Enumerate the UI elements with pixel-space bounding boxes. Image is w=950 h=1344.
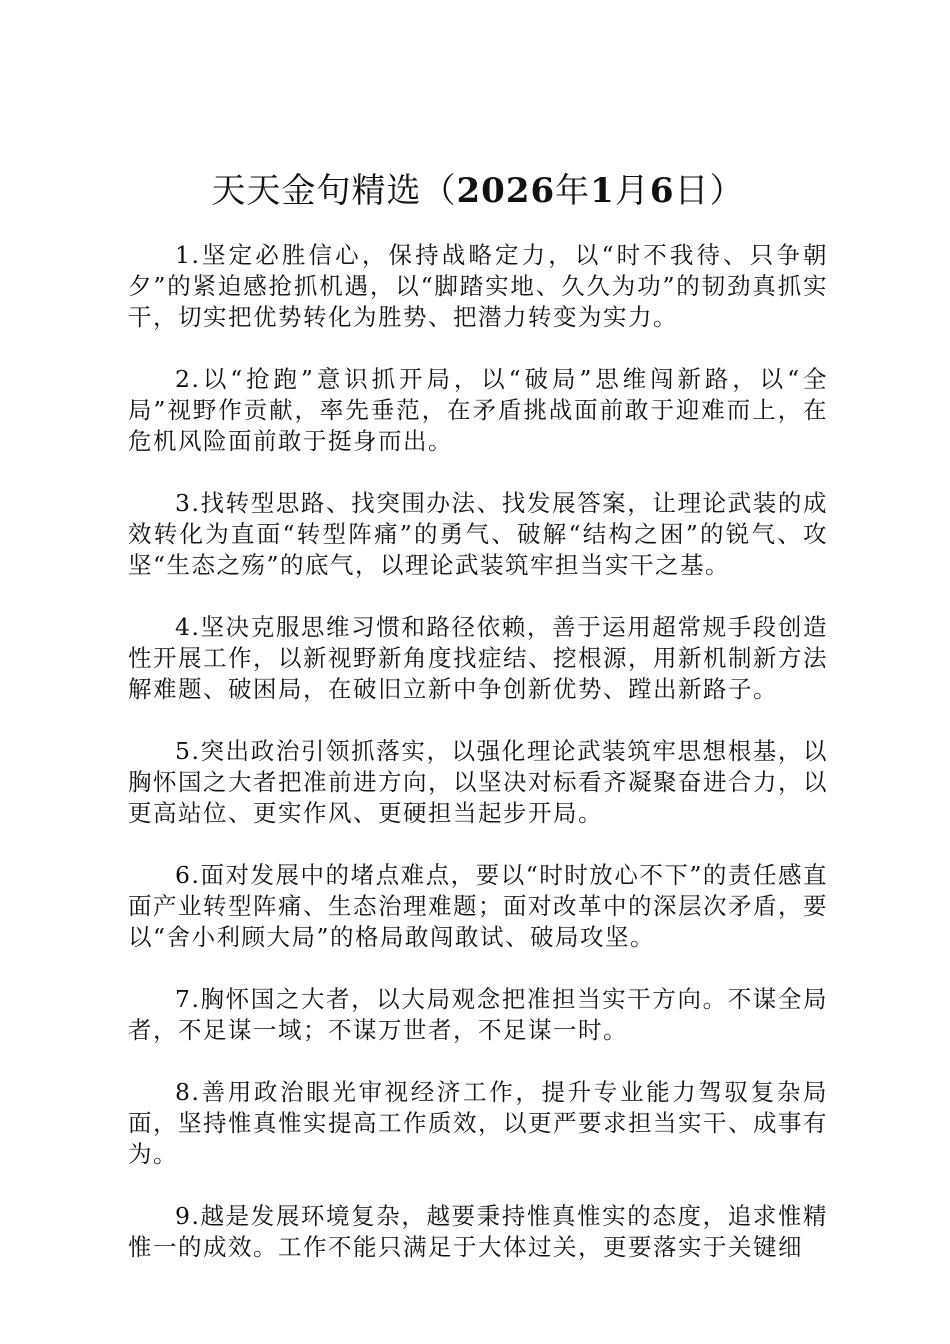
paragraph-9: 9.越是发展环境复杂，越要秉持惟真惟实的态度，追求惟精惟一的成效。工作不能只满足于大体过关，更要落实于关键细: [128, 1202, 828, 1261]
paragraph-8: 8.善用政治眼光审视经济工作，提升专业能力驾驭复杂局面，坚持惟真惟实提高工作质效，以更严要求担当实干、成事有为。: [128, 1078, 828, 1168]
title-day: 6: [649, 171, 675, 211]
paragraph-7: 7.胸怀国之大者，以大局观念把准担当实干方向。不谋全局者，不足谋一域；不谋万世者，不足谋一时。: [128, 985, 828, 1044]
title-year: 2026: [456, 171, 556, 211]
title-year-char: 年: [555, 171, 591, 211]
title-prefix: 天天金句精选（: [211, 171, 457, 211]
title-month: 1: [590, 171, 615, 211]
page-title: [128, 168, 828, 214]
paragraph-6: 6.面对发展中的堵点难点，要以“时时放心不下”的责任感直面产业转型阵痛、生态治理难题；面对改革中的深层次矛盾，要以“舍小利顾大局”的格局敢闯敢试、破局攻坚。: [128, 861, 828, 951]
title-suffix: 日）: [674, 171, 745, 211]
paragraph-2: 2.以“抢跑”意识抓开局，以“破局”思维闯新路，以“全局”视野作贡献，率先垂范，在矛盾挑战面前敢于迎难而上，在危机风险面前敢于挺身而出。: [128, 365, 828, 455]
title-month-char: 月: [614, 171, 650, 211]
paragraph-5: 5.突出政治引领抓落实，以强化理论武装筑牢思想根基，以胸怀国之大者把准前进方向，以坚决对标看齐凝聚奋进合力，以更高站位、更实作风、更硬担当起步开局。: [128, 737, 828, 827]
paragraph-4: 4.坚决克服思维习惯和路径依赖，善于运用超常规手段创造性开展工作，以新视野新角度找症结、挖根源，用新机制新方法解难题、破困局，在破旧立新中争创新优势、蹚出新路子。: [128, 613, 828, 703]
paragraph-3: 3.找转型思路、找突围办法、找发展答案，让理论武装的成效转化为直面“转型阵痛”的勇气、破解“结构之困”的锐气、攻坚“生态之殇”的底气，以理论武装筑牢担当实干之基。: [128, 489, 828, 579]
paragraph-1: 1.坚定必胜信心，保持战略定力，以“时不我待、只争朝夕”的紧迫感抢抓机遇，以“脚踏实地、久久为功”的韧劲真抓实干，切实把优势转化为胜势、把潜力转变为实力。: [128, 241, 828, 331]
